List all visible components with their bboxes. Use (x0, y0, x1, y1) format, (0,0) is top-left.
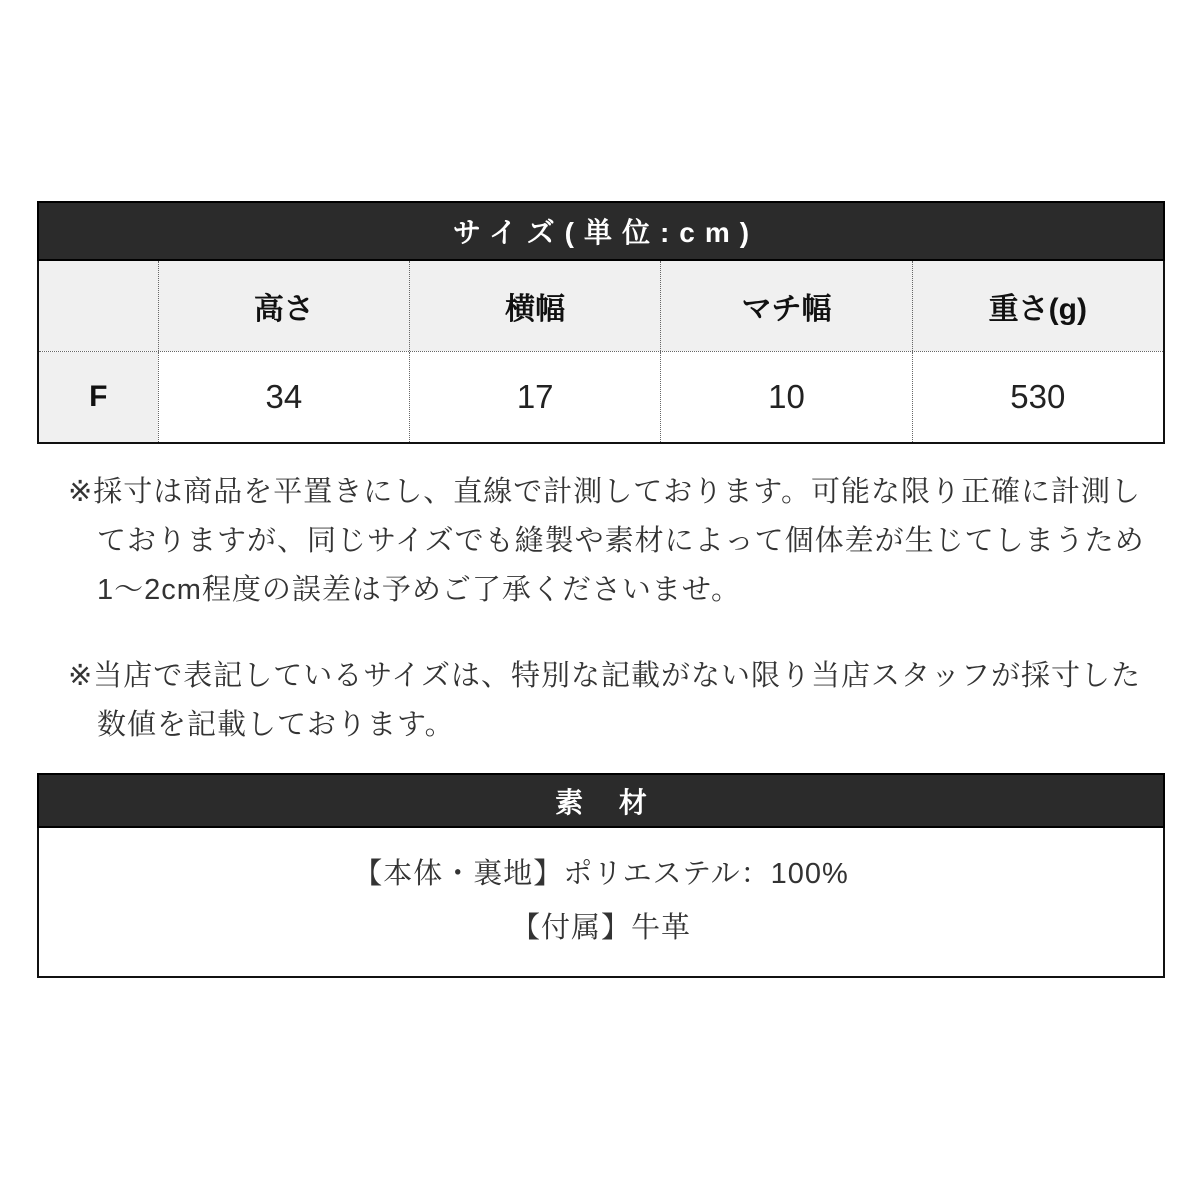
note-line: ておりますが、同じサイズでも縫製や素材によって個体差が生じてしまうため (97, 525, 1145, 557)
size-col-corner (39, 261, 158, 351)
material-content (37, 828, 1165, 978)
size-value-weight: 530 (912, 352, 1163, 442)
note-line: ※採寸は商品を平置きにし、直線で計測しております。可能な限り正確に計測し (68, 476, 1141, 508)
measurement-note (68, 468, 1145, 615)
material-section (37, 773, 1165, 978)
size-table-data-row (39, 351, 1163, 442)
staff-measurement-note (68, 652, 1141, 750)
material-line-body: 【本体・裏地】ポリエステル：100% (353, 858, 849, 890)
note-line: 数値を記載しております。 (97, 709, 455, 741)
size-table-title-bar (37, 201, 1165, 261)
size-value-width: 17 (409, 352, 660, 442)
note-line: 1〜2cm程度の誤差は予めご了承くださいませ。 (97, 574, 742, 606)
note-line: ※当店で表記しているサイズは、特別な記載がない限り当店スタッフが採寸した (68, 660, 1141, 692)
size-table-section (37, 201, 1165, 444)
size-table-header-row (39, 261, 1163, 351)
size-col-weight: 重さ(g) (912, 261, 1163, 351)
size-col-gusset: マチ幅 (660, 261, 911, 351)
material-title: 素 材 (555, 786, 661, 818)
material-title-bar (37, 773, 1165, 828)
size-col-height: 高さ (158, 261, 409, 351)
size-value-height: 34 (158, 352, 409, 442)
size-row-label: F (39, 352, 158, 442)
size-table-title: サイズ(単位:cm) (452, 217, 760, 248)
size-table-grid (37, 261, 1165, 444)
material-line-accessory: 【付属】牛革 (510, 912, 691, 944)
size-value-gusset: 10 (660, 352, 911, 442)
size-col-width: 横幅 (409, 261, 660, 351)
